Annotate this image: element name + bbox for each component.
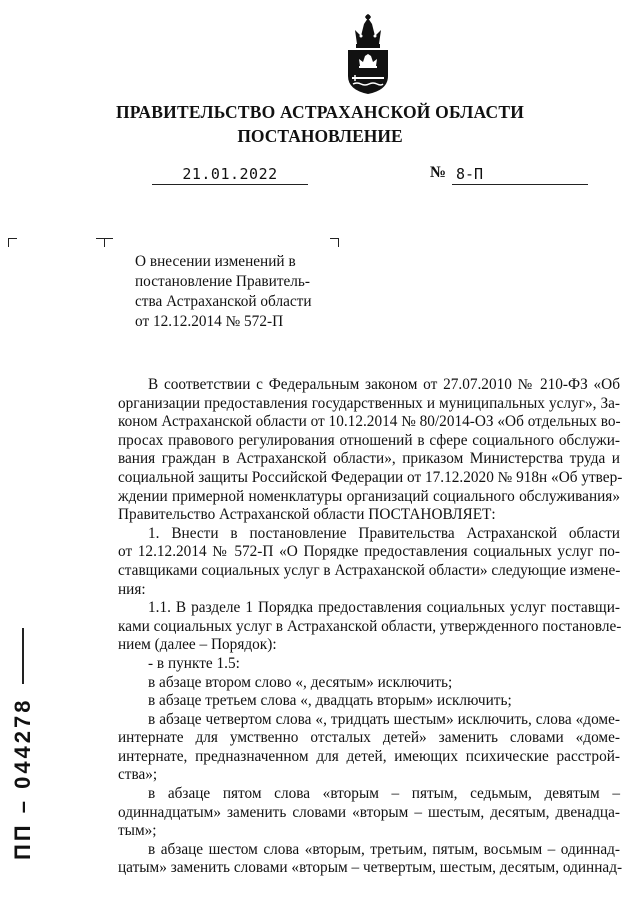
subject-line: О внесении изменений в [135, 253, 296, 270]
coat-of-arms-icon [343, 14, 393, 96]
body-line: в абзаце пятом слова «вторым – пятым, седьмым, девятым – [148, 785, 620, 803]
decree-subject [135, 252, 335, 332]
body-line: ставщиками социальных услуг в Астраханской области» следующие измене- [118, 561, 621, 579]
body-line: в абзаце четвертом слова «, тридцать шестым» исключить, слова «доме- [148, 710, 620, 728]
date-underline [152, 184, 308, 185]
subject-line: ства Астраханской области [135, 293, 312, 310]
body-line: В соответствии с Федеральным законом от 27.07.2010 № 210-ФЗ «Об [148, 376, 620, 393]
body-line: тым»; [118, 822, 157, 840]
body-line: Правительство Астраханской области ПОСТАНОВЛЯЕТ: [118, 506, 496, 524]
body-line: ждении примерной номенклатуры организаций социального обслуживания» [118, 487, 620, 505]
body-line: вания граждан в Астраханской области», приказом Министерства труда и [118, 450, 620, 468]
body-line: 1.1. В разделе 1 Порядка предоставления социальных услуг поставщи- [148, 599, 620, 617]
body-line: интернате, предназначенном для детей, имеющих психические расстрой- [118, 747, 620, 765]
body-line: в абзаце третьем слова «, двадцать вторым» исключить; [148, 692, 512, 710]
body-line: коном Астраханской области от 10.12.2014 № 80/2014-ОЗ «Об отдельных во- [118, 413, 621, 431]
body-line: в абзаце втором слово «, десятым» исключить; [148, 673, 453, 691]
corner-bracket [104, 238, 113, 247]
body-line: одиннадцатым» заменить словами «вторым – шестым, десятым, двенадца- [118, 803, 620, 821]
body-line: ства»; [118, 766, 158, 784]
body-line: ками социальных услуг в Астраханской области, утвержденного постановле- [118, 617, 622, 635]
decree-date: 21.01.2022 [182, 165, 278, 183]
subject-line: от 12.12.2014 № 572-П [135, 313, 284, 330]
body-line: социальной защиты Российской Федерации от 17.12.2020 № 918н «Об утвер- [118, 468, 623, 486]
body-line: просах правового регулирования отношений в сфере социального обслужи- [118, 431, 620, 449]
body-line: - в пункте 1.5: [148, 654, 240, 672]
body-line: от 12.12.2014 № 572-П «О Порядке предоставления социальных услуг по- [118, 543, 620, 561]
corner-bracket [330, 238, 339, 247]
subject-line: постановление Правитель- [135, 273, 311, 290]
decree-number: 8-П [456, 165, 484, 183]
form-serial-number: ПП – 044278 [10, 697, 35, 860]
body-line: организации предоставления государственных и муниципальных услуг», За- [118, 394, 620, 412]
corner-bracket [8, 238, 17, 247]
number-label: № [430, 164, 447, 181]
decree-title: ПОСТАНОВЛЕНИЕ [237, 126, 403, 146]
body-line: 1. Внести в постановление Правительства Астраханской области [148, 524, 620, 542]
decree-body [118, 376, 623, 878]
body-line: цатым» заменить словами «вторым – четвертым, шестым, десятым, одиннад- [118, 859, 623, 877]
government-title: ПРАВИТЕЛЬСТВО АСТРАХАНСКОЙ ОБЛАСТИ [115, 102, 525, 122]
body-line: нием (далее – Порядок): [118, 636, 277, 654]
body-line: интернате для умственно отсталых детей» заменить словами «доме- [118, 729, 620, 747]
body-line: в абзаце шестом слова «вторым, третьим, пятым, восьмым – одиннад- [148, 840, 620, 858]
body-line: ния: [118, 580, 146, 598]
margin-mark [22, 628, 24, 684]
number-underline [452, 184, 588, 185]
